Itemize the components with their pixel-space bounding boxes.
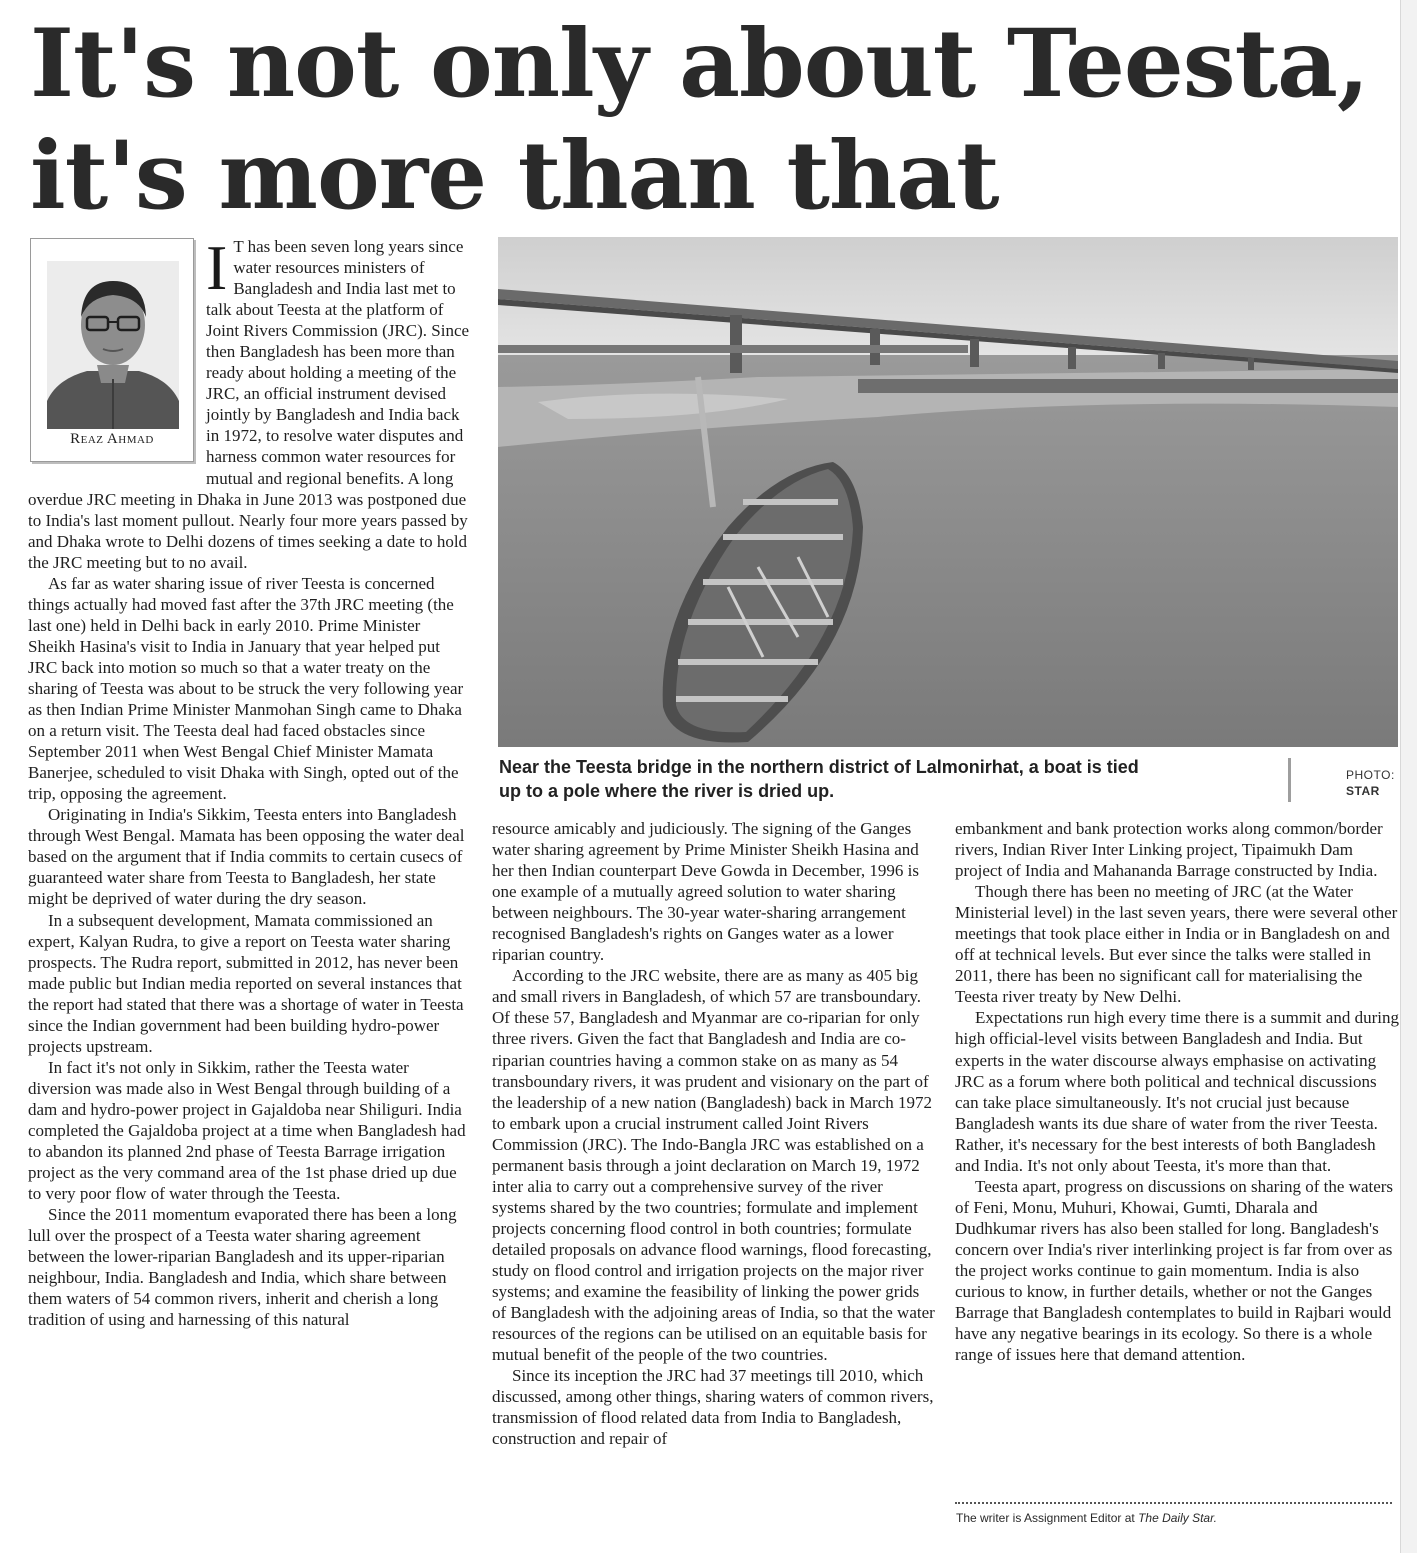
paragraph: resource amicably and judiciously. The signing of the Ganges water sharing agreement by Prime Minister Sheikh Hasina and her then Indian counterpart Deve Gowda in December, 1996 is one example of a mutually agreed solution to water sharing between neighbours. The 30-year water-sharing arrangement recognised Bangladesh's rights on Ganges water as a lower riparian country. xyxy=(492,819,920,965)
credit-divider xyxy=(1288,758,1291,802)
footnote-divider xyxy=(955,1502,1392,1504)
headline xyxy=(30,8,1390,232)
author-portrait-image xyxy=(47,261,179,429)
paragraph: Expectations run high every time there is a summit and during high official-level visits between Bangladesh and India. But experts in the water discourse always emphasise on activating JRC as a forum where both political and technical discussions can take place simultaneously. It's not crucial just because Bangladesh wants its due share of water from the river Teesta. Rather, it's necessary for the best interests of both Bangladesh and India. It's not only about Teesta, it's more than that. xyxy=(955,1008,1399,1175)
paragraph: Teesta apart, progress on discussions on sharing of the waters of Feni, Monu, Muhuri, Khowai, Gumti, Dharala and Dudhkumar rivers has also been stalled for long. Bangladesh's concern over India's river interlinking project is far from over as the project works continue to gain momentum. India is also curious to know, in further details, whether or not the Ganges Barrage that Bangladesh contemplates to build in Rajbari would have any negative bearings in its ecology. So there is a whole range of issues here that demand attention. xyxy=(955,1176,1394,1365)
photo-caption: Near the Teesta bridge in the northern district of Lalmonirhat, a boat is tied up to a pole where the river is dried up. xyxy=(499,757,1139,801)
paragraph: In a subsequent development, Mamata commissioned an expert, Kalyan Rudra, to give a report on Teesta water sharing prospects. The Rudra report, submitted in 2012, has never been made public but Indian media reported on several instances that the report had stated that there was a shortage of water in Teesta since the Indian government had been building hydro-power projects upstream. xyxy=(28,910,464,1056)
author-box xyxy=(30,238,194,462)
article-column-1 xyxy=(28,232,470,1536)
paragraph: Since its inception the JRC had 37 meetings till 2010, which discussed, among other things, sharing waters of common rivers, transmission of flood related data from India to Bangladesh, construction and repair of xyxy=(492,1366,934,1449)
footnote-publication: The Daily Star. xyxy=(1138,1511,1217,1525)
paragraph: embankment and bank protection works along common/border rivers, Indian River Inter Linking project, Tipaimukh Dam project of India and Mahananda Barrage constructed by India. xyxy=(955,819,1383,881)
article-column-3 xyxy=(955,818,1400,1365)
article-column-2 xyxy=(492,818,936,1449)
paragraph: T has been seven long years since water resources ministers of Bangladesh and India last met to talk about Teesta at the platform of Joint Rivers Commission (JRC). Since then Bangladesh has been more than ready about holding a meeting of the JRC, an official instrument devised jointly by Bangladesh and India back in 1972, to resolve water disputes and harness common water resources for mutual and regional benefits. A long overdue JRC meeting in Dhaka in June 2013 was postponed due to India's last moment pullout. Nearly four more years passed by and Dhaka wrote to Delhi dozens of times seeking a date to hold the JRC meeting but to no avail. xyxy=(28,237,470,572)
boat-riverbed-image xyxy=(498,237,1398,747)
author-footnote xyxy=(956,1511,1217,1525)
headline-line-2: it's more than that xyxy=(30,121,999,231)
news-photo xyxy=(498,237,1398,747)
paragraph: Originating in India's Sikkim, Teesta enters into Bangladesh through West Bengal. Mamata has been opposing the water deal based on the argument that if India commits to certain cusecs of guaranteed water share from Teesta to Bangladesh, her state might be deprived of water during the dry season. xyxy=(28,805,465,909)
photo-credit-label: PHOTO: xyxy=(1346,768,1395,782)
dropcap: I xyxy=(206,232,228,303)
paragraph: Though there has been no meeting of JRC (at the Water Ministerial level) in the last seven years, there were several other meetings that took place either in India or in Bangladesh on and off at technical levels. But ever since the talks were stalled in 2011, there has been no significant call for materialising the Teesta river treaty by New Delhi. xyxy=(955,882,1398,1007)
author-photo xyxy=(47,261,179,429)
footnote-prefix: The writer is Assignment Editor at xyxy=(956,1511,1139,1525)
paragraph: As far as water sharing issue of river Teesta is concerned things actually had moved fast after the 37th JRC meeting (the last one) held in Delhi back in early 2010. Prime Minister Sheikh Hasina's visit to India in January that year helped put JRC back into motion so much so that a water treaty on the sharing of Teesta was about to be struck the very following year as then Indian Prime Minister Manmohan Singh came to Dhaka on a return visit. The Teesta deal had faced obstacles since September 2011 when West Bengal Chief Minister Mamata Banerjee, scheduled to visit Dhaka with Singh, opted out of the trip, opposing the agreement. xyxy=(28,573,464,804)
paragraph: Since the 2011 momentum evaporated there has been a long lull over the prospect of a Teesta water sharing agreement between the lower-riparian Bangladesh and its upper-riparian neighbour, India. Bangladesh and India, which share between them waters of 54 common rivers, inherit and cherish a long tradition of using and harnessing of this natural xyxy=(28,1205,457,1330)
author-name: Reaz Ahmad xyxy=(70,431,154,447)
photo-credit-source: STAR xyxy=(1346,784,1380,798)
page-edge xyxy=(1400,0,1417,1553)
paragraph: In fact it's not only in Sikkim, rather the Teesta water diversion was made also in West Bengal through building of a dam and hydro-power project in Gajaldoba near Shiliguri. India completed the Gajaldoba project at a time when Bangladesh had to abandon its planned 2nd phase of Teesta Barrage irrigation project as the very command area of the 1st phase dried up due to very poor flow of water through the Teesta. xyxy=(28,1057,466,1204)
paragraph: According to the JRC website, there are as many as 405 big and small rivers in Bangladesh, of which 57 are transboundary. Of these 57, Bangladesh and Myanmar are co-riparian for only three rivers. Given the fact that Bangladesh and India are co-riparian countries having a common stake on as many as 54 transboundary rivers, it was prudent and visionary on the part of the leadership of a new nation (Bangladesh) back in March 1972 to embark upon a crucial instrument called Joint Rivers Commission (JRC). The Indo-Bangla JRC was established on a permanent basis through a joint declaration on March 19, 1972 inter alia to carry out a comprehensive survey of the river systems shared by the two countries; formulate and implement projects concerning flood control in both countries; formulate detailed proposals on advance flood warnings, flood forecasting, study on flood control and irrigation projects on the major river systems; and examine the feasibility of linking the power grids of Bangladesh with the adjoining areas of India, so that the water resources of the regions can be utilised on an equitable basis for mutual benefit of the people of the two countries. xyxy=(492,966,935,1365)
headline-line-1: It's not only about Teesta, xyxy=(30,9,1369,119)
photo-credit xyxy=(1346,767,1395,799)
